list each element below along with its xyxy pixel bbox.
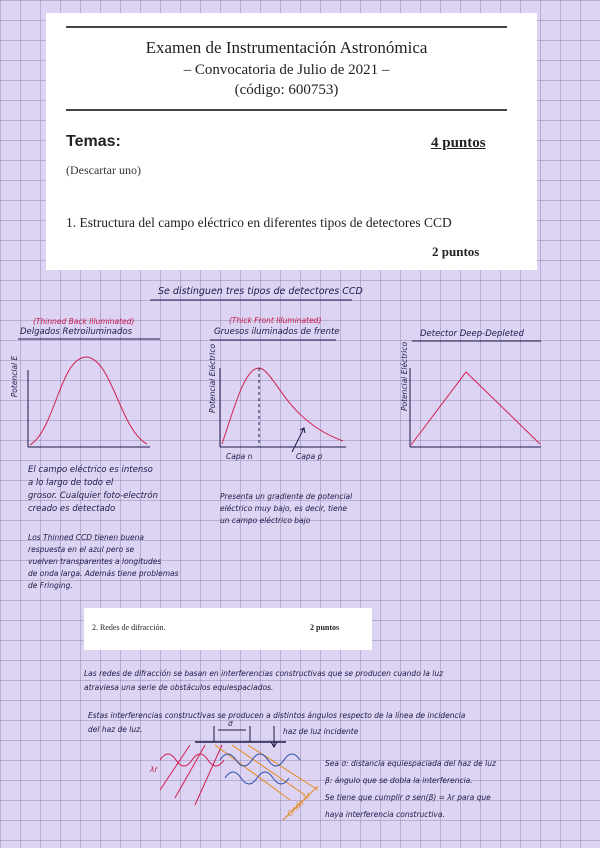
text1b-line: respuesta en el azul pero se: [28, 545, 135, 554]
text1-line: creado es detectado: [28, 504, 116, 514]
text1b-block: [28, 532, 179, 592]
top-rule: [66, 26, 507, 28]
diffraction-line: Estas interferencias constructivas se producen a distintos ángulos respecto de la línea de incidencia: [88, 711, 466, 720]
side-line: haya interferencia constructiva.: [325, 810, 445, 819]
exam-code: (código: 600753): [234, 82, 339, 98]
blue-wave-2: [225, 772, 289, 784]
question-1-points: 2 puntos: [432, 244, 480, 259]
text2-line: eléctrico muy bajo, es decir, tiene: [220, 504, 347, 513]
text1-block: [28, 464, 158, 516]
text2-line: un campo eléctrico bajo: [220, 516, 311, 525]
exam-title: Examen de Instrumentación Astronómica: [145, 38, 428, 57]
graph2-curve: [222, 368, 343, 444]
notes-heading: Se distinguen tres tipos de detectores CCD: [158, 286, 363, 297]
orange-rays: [215, 745, 318, 800]
text2-line: Presenta un gradiente de potencial: [220, 492, 353, 501]
wave-label: Onda λr: [285, 790, 313, 819]
text1b-line: Los Thinned CCD tienen buena: [28, 533, 144, 542]
temas-points: 4 puntos: [431, 135, 486, 151]
diffraction-line: Las redes de difracción se basan en interferencias constructivas que se producen cuando la luz: [84, 669, 444, 678]
red-rays: [160, 745, 222, 805]
diffraction-line: atraviesa una serie de obstáculos equiespaciados.: [84, 683, 274, 692]
beam-label: haz de luz incidente: [283, 727, 359, 736]
text1-line: a lo largo de todo el: [28, 478, 114, 488]
question-2-card: [84, 608, 372, 650]
side-line: Se tiene que cumplir σ sen(β) = λr para que: [325, 793, 491, 802]
type2-label: Gruesos iluminados de frente: [214, 327, 340, 337]
text1-line: El campo eléctrico es intenso: [28, 465, 153, 475]
text1-line: grosor. Cualquier foto-electrón: [28, 491, 159, 501]
text1b-line: vuelven transparentes a longitudes: [28, 557, 162, 566]
blue-wave: [220, 754, 300, 766]
diffraction-text: [84, 667, 443, 695]
graph-deep: [410, 368, 541, 447]
capa-n-label: Capa n: [226, 452, 253, 461]
bottom-rule: [66, 109, 507, 111]
text1b-line: de Fringing.: [28, 581, 73, 590]
capa-p-arrow: [292, 428, 304, 452]
graph1-curve: [30, 357, 147, 445]
capa-p-label: Capa p: [296, 452, 323, 461]
type1-en-label: (Thinned Back Illuminated): [33, 317, 135, 326]
red-wave: [160, 754, 224, 766]
type3-label: Detector Deep-Depleted: [420, 329, 524, 339]
type2-en-label: (Thick Front Illuminated): [229, 316, 322, 325]
graph-thick: [220, 368, 346, 452]
question-2: 2. Redes de difracción.: [92, 623, 166, 632]
sigma-label: σ: [228, 719, 233, 728]
side-line: Sea σ: distancia equiespaciada del haz de luz: [325, 759, 496, 768]
diffraction-line: del haz de luz.: [88, 725, 143, 734]
graph3-axis-label: Potencial Eléctrico: [400, 341, 410, 412]
diffraction-text-2: [88, 709, 465, 737]
graph-thinned: [28, 357, 150, 447]
graph2-axis-label: Potencial Eléctrico: [208, 343, 218, 414]
question-1: 1. Estructura del campo eléctrico en diferentes tipos de detectores CCD: [66, 215, 452, 230]
beam-arrowhead: [271, 742, 277, 747]
graph3-curve: [411, 372, 540, 445]
graph1-axis-label: Potencial E: [10, 355, 20, 398]
temas-heading: Temas:: [66, 133, 121, 150]
side-text: [325, 755, 496, 823]
exam-session: – Convocatoria de Julio de 2021 –: [183, 62, 390, 78]
capa-p-arrowhead: [300, 428, 305, 433]
side-line: β: ángulo que se dobla la interferencia.: [325, 776, 473, 785]
question-2-points: 2 puntos: [310, 623, 340, 632]
exam-header-card: [46, 13, 537, 270]
text2-block: [220, 491, 352, 527]
type1-label: Delgados Retroiluminados: [20, 327, 133, 337]
text1b-line: de onda larga. Además tiene problemas: [28, 569, 179, 578]
lambda-label: λr: [150, 765, 158, 774]
descartar-note: (Descartar uno): [66, 163, 141, 177]
